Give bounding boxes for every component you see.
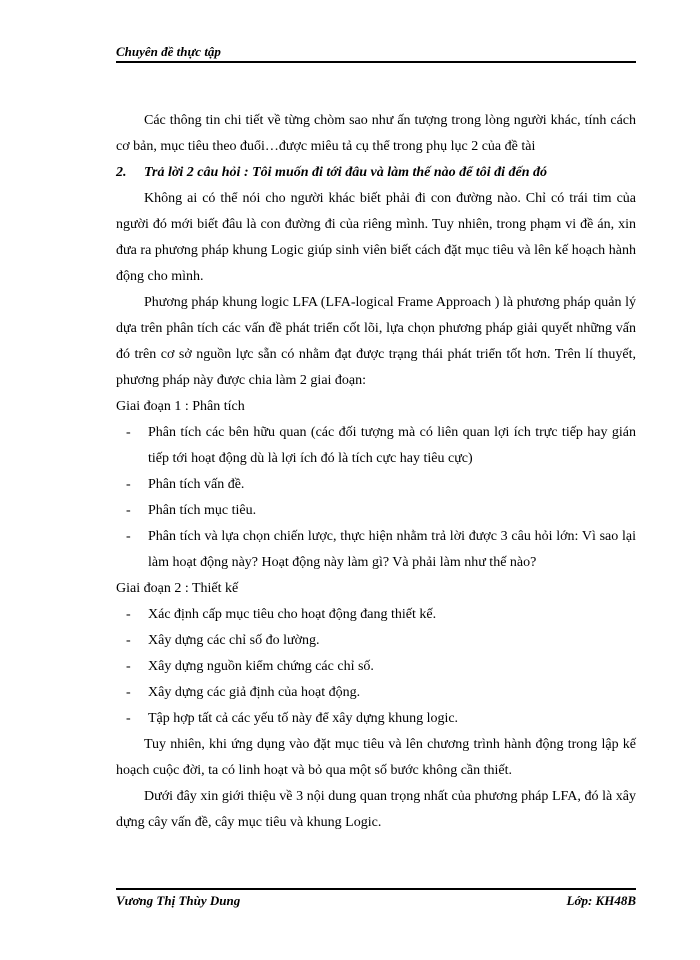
list-item	[116, 628, 636, 654]
list-item	[116, 524, 636, 576]
list-item	[116, 472, 636, 498]
paragraph-no-one: Không ai có thể nói cho người khác biết phải đi con đường nào. Chỉ có trái tim của người đó mới biết đâu là con đường đi của riêng mình. Tuy nhiên, trong phạm vi đề án, xin đưa ra phương pháp khung Logic giúp sinh viên biết cách đặt mục tiêu và lên kế hoạch hành động cho mình.	[116, 191, 636, 284]
list-item	[116, 680, 636, 706]
dash-bullet: -	[126, 503, 131, 518]
list-item-text: Xác định cấp mục tiêu cho hoạt động đang thiết kế.	[148, 607, 437, 622]
list-item	[116, 654, 636, 680]
footer-class: Lớp: KH48B	[566, 893, 636, 908]
section-number: 2.	[116, 165, 127, 180]
dash-bullet: -	[126, 529, 131, 544]
stage-1-list	[116, 420, 636, 576]
paragraph-lfa-definition: Phương pháp khung logic LFA (LFA-logical Frame Approach ) là phương pháp quản lý dựa trên phân tích các vấn đề phát triển cốt lõi, lựa chọn phương pháp giải quyết những vấn đó trên cơ sở nguồn lực sẵn có nhằm đạt được trạng thái phát triển tốt hơn. Trên lí thuyết, phương pháp này được chia làm 2 giai đoạn:	[116, 295, 636, 388]
list-item	[116, 602, 636, 628]
footer-author: Vương Thị Thùy Dung	[116, 893, 241, 908]
list-item	[116, 498, 636, 524]
section-title: Trả lời 2 câu hỏi : Tôi muốn đi tới đâu và làm thế nào để tôi đi đến đó	[144, 165, 548, 180]
page-header-title: Chuyên đề thực tập	[116, 44, 221, 59]
stage-2-title: Giai đoạn 2 : Thiết kế	[116, 581, 239, 596]
list-item	[116, 706, 636, 732]
list-item-text: Phân tích mục tiêu.	[148, 503, 257, 518]
section-heading	[116, 160, 636, 186]
dash-bullet: -	[126, 477, 131, 492]
list-item-text: Phân tích các bên hữu quan (các đối tượng mà có liên quan lợi ích trực tiếp hay gián tiếp tới hoạt động dù là lợi ích đó là tích cực hay tiêu cực)	[148, 425, 636, 466]
list-item-text: Xây dựng các chỉ số đo lường.	[148, 633, 320, 648]
list-item-text: Tập hợp tất cả các yếu tố này để xây dựng khung logic.	[148, 711, 459, 726]
list-item-text: Phân tích vấn đề.	[148, 477, 245, 492]
footer-divider	[116, 888, 636, 890]
paragraph-intro: Các thông tin chi tiết về từng chòm sao như ấn tượng trong lòng người khác, tính cách cơ bản, mục tiêu theo đuổi…được miêu tả cụ thể trong phụ lục 2 của đề tài	[116, 113, 636, 154]
document-body	[116, 108, 636, 836]
dash-bullet: -	[126, 685, 131, 700]
stage-2-list	[116, 602, 636, 732]
dash-bullet: -	[126, 633, 131, 648]
header-divider	[116, 61, 636, 63]
stage-1-title: Giai đoạn 1 : Phân tích	[116, 399, 245, 414]
dash-bullet: -	[126, 711, 131, 726]
dash-bullet: -	[126, 659, 131, 674]
paragraph-however: Tuy nhiên, khi ứng dụng vào đặt mục tiêu và lên chương trình hành động trong lập kế hoạch cuộc đời, ta có linh hoạt và bỏ qua một số bước không cần thiết.	[116, 737, 636, 778]
paragraph-introduce: Dưới đây xin giới thiệu về 3 nội dung quan trọng nhất của phương pháp LFA, đó là xây dựng cây vấn đề, cây mục tiêu và khung Logic.	[116, 789, 636, 830]
list-item-text: Xây dựng các giả định của hoạt động.	[148, 685, 361, 700]
list-item	[116, 420, 636, 472]
list-item-text: Xây dựng nguồn kiểm chứng các chỉ số.	[148, 659, 374, 674]
dash-bullet: -	[126, 425, 131, 440]
dash-bullet: -	[126, 607, 131, 622]
list-item-text: Phân tích và lựa chọn chiến lược, thực hiện nhằm trả lời được 3 câu hỏi lớn: Vì sao lại làm hoạt động này? Hoạt động này làm gì? Và phải làm như thế nào?	[148, 529, 636, 570]
